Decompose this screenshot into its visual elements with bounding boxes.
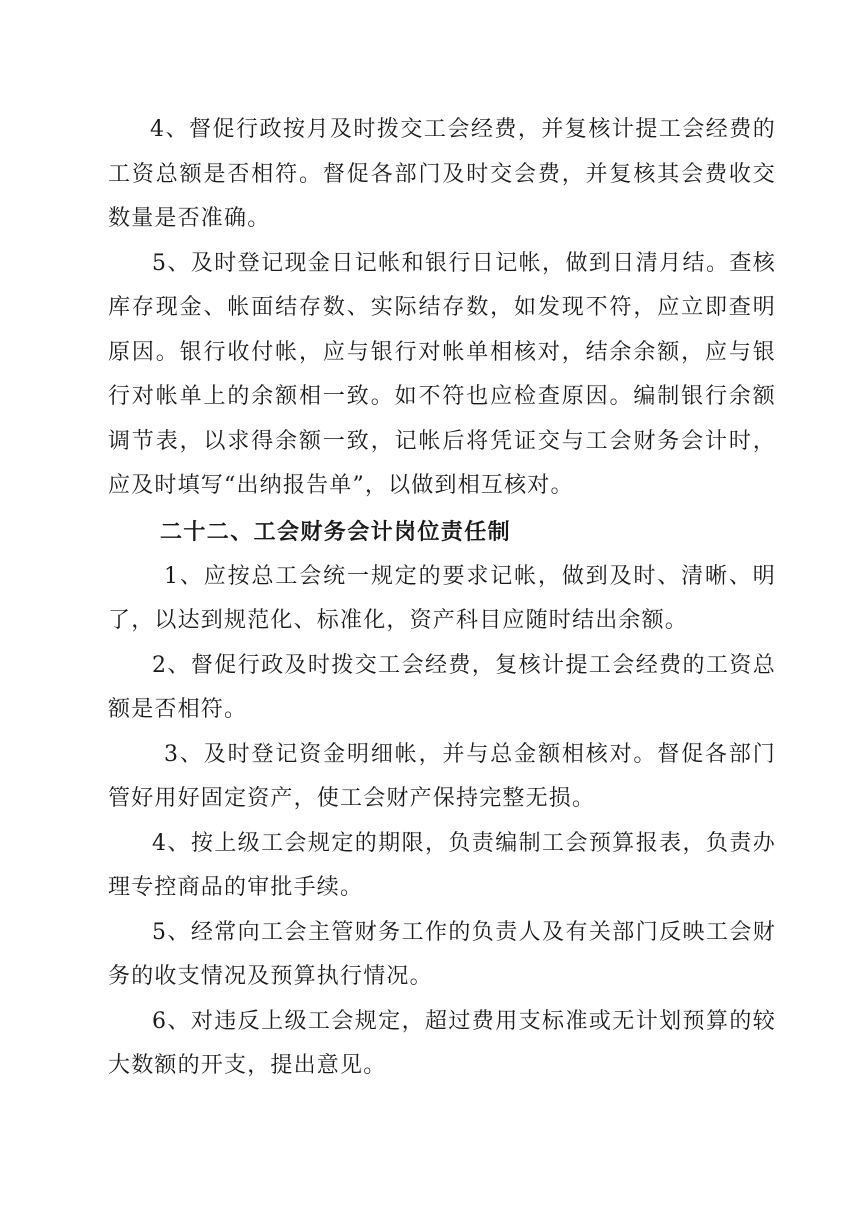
section-item-1: 1、应按总工会统一规定的要求记帐，做到及时、清晰、明了，以达到规范化、标准化，资产科目应随时结出余额。 <box>108 563 776 633</box>
paragraph-item-5: 5、及时登记现金日记帐和银行日记帐，做到日清月结。查核库存现金、帐面结存数、实际结存数，如发现不符，应立即查明原因。银行收付帐，应与银行对帐单相核对，结余余额，应与银行对帐单上的余额相一致。如不符也应检查原因。编制银行余额调节表，以求得余额一致，记帐后将凭证交与工会财务会计时，应及时填写“出纳报告单”，以做到相互核对。 <box>108 250 776 498</box>
section-item-2: 2、督促行政及时拨交工会经费，复核计提工会经费的工资总额是否相符。 <box>108 652 776 722</box>
paragraph-item-4: 4、督促行政按月及时拨交工会经费，并复核计提工会经费的工资总额是否相符。督促各部门及时交会费，并复核其会费收交数量是否准确。 <box>108 117 776 231</box>
document-page <box>108 108 776 1089</box>
section-item-6: 6、对违反上级工会规定，超过费用支标准或无计划预算的较大数额的开支，提出意见。 <box>108 1008 776 1078</box>
section-item-5: 5、经常向工会主管财务工作的负责人及有关部门反映工会财务的收支情况及预算执行情况。 <box>108 919 776 989</box>
section-item-3: 3、及时登记资金明细帐，并与总金额相核对。督促各部门管好用好固定资产，使工会财产保持完整无损。 <box>108 741 776 811</box>
section-heading: 二十二、工会财务会计岗位责任制 <box>160 518 512 545</box>
section-item-4: 4、按上级工会规定的期限，负责编制工会预算报表，负责办理专控商品的审批手续。 <box>108 830 776 900</box>
